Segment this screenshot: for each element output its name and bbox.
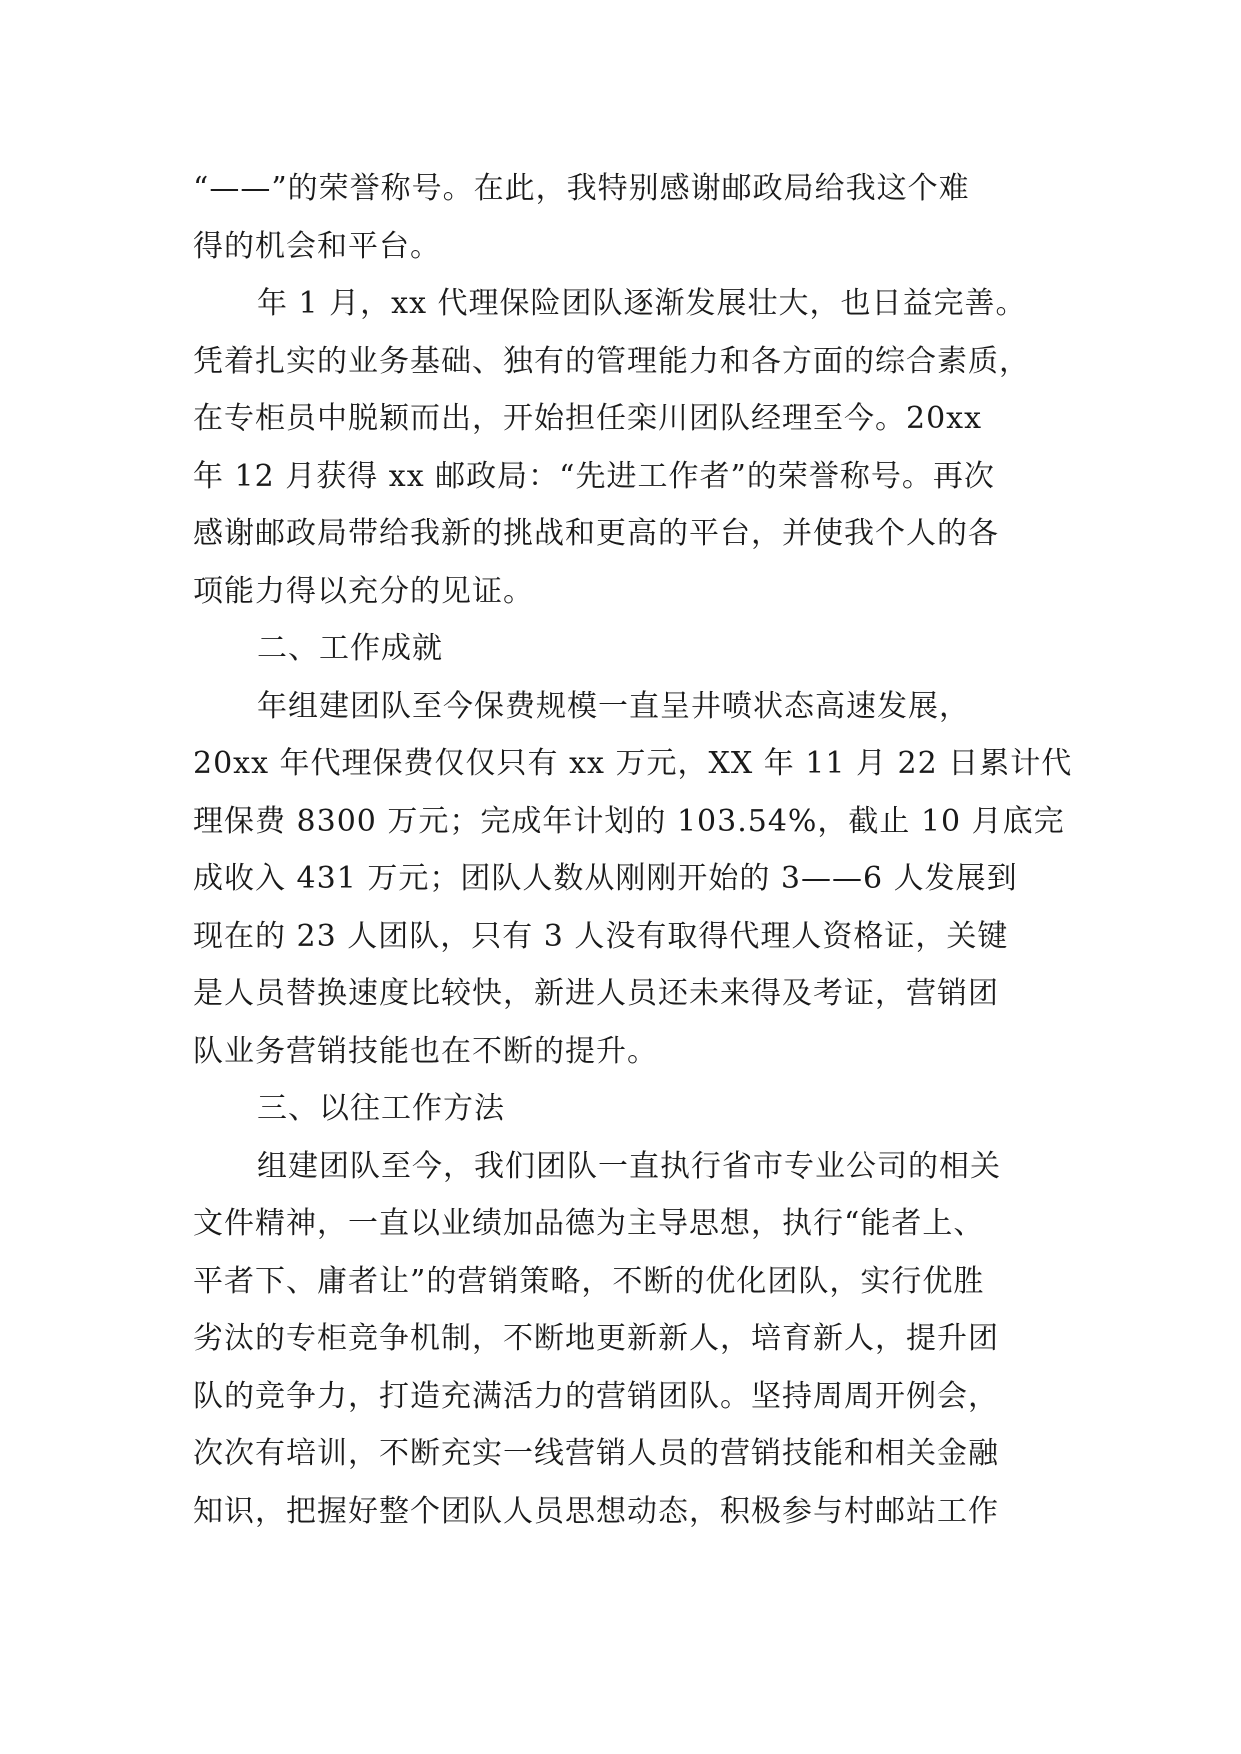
text-line: 理保费 8300 万元；完成年计划的 103.54%，截止 10 月底完 [193, 803, 1065, 839]
text-line: 知识，把握好整个团队人员思想动态，积极参与村邮站工作 [193, 1493, 999, 1529]
text-line: 在专柜员中脱颖而出，开始担任栾川团队经理至今。20xx [193, 401, 983, 436]
text-line: 凭着扎实的业务基础、独有的管理能力和各方面的综合素质， [193, 343, 1030, 379]
text-line: 成收入 431 万元；团队人数从刚刚开始的 3——6 人发展到 [193, 861, 1018, 896]
text-line: 文件精神，一直以业绩加品德为主导思想，执行“能者上、 [193, 1206, 985, 1241]
text-line: 队的竞争力，打造充满活力的营销团队。坚持周周开例会， [193, 1378, 999, 1414]
document-body [193, 160, 1073, 1540]
text-line: 年组建团队至今保费规模一直呈井喷状态高速发展， [257, 688, 970, 724]
text-line: 20xx 年代理保费仅仅只有 xx 万元，XX 年 11 月 22 日累计代 [193, 746, 1073, 781]
text-line: 队业务营销技能也在不断的提升。 [193, 1033, 658, 1069]
text-line: “——”的荣誉称号。在此，我特别感谢邮政局给我这个难 [193, 171, 970, 206]
text-line: 感谢邮政局带给我新的挑战和更高的平台，并使我个人的各 [193, 516, 999, 551]
text-line: 三、以往工作方法 [257, 1091, 505, 1126]
text-line: 二、工作成就 [257, 631, 443, 666]
text-line: 平者下、庸者让”的营销策略，不断的优化团队，实行优胜 [193, 1263, 985, 1299]
text-line: 组建团队至今，我们团队一直执行省市专业公司的相关 [257, 1148, 1001, 1184]
text-line: 是人员替换速度比较快，新进人员还未来得及考证，营销团 [193, 976, 999, 1011]
text-line: 劣汰的专柜竞争机制，不断地更新新人，培育新人，提升团 [193, 1321, 999, 1356]
text-line: 得的机会和平台。 [193, 228, 441, 264]
text-line: 次次有培训，不断充实一线营销人员的营销技能和相关金融 [193, 1436, 999, 1471]
text-line: 现在的 23 人团队，只有 3 人没有取得代理人资格证，关键 [193, 918, 1009, 954]
text-line: 年 1 月，xx 代理保险团队逐渐发展壮大，也日益完善。 [257, 286, 1027, 321]
text-line: 年 12 月获得 xx 邮政局：“先进工作者”的荣誉称号。再次 [193, 458, 995, 494]
text-line: 项能力得以充分的见证。 [193, 573, 534, 609]
